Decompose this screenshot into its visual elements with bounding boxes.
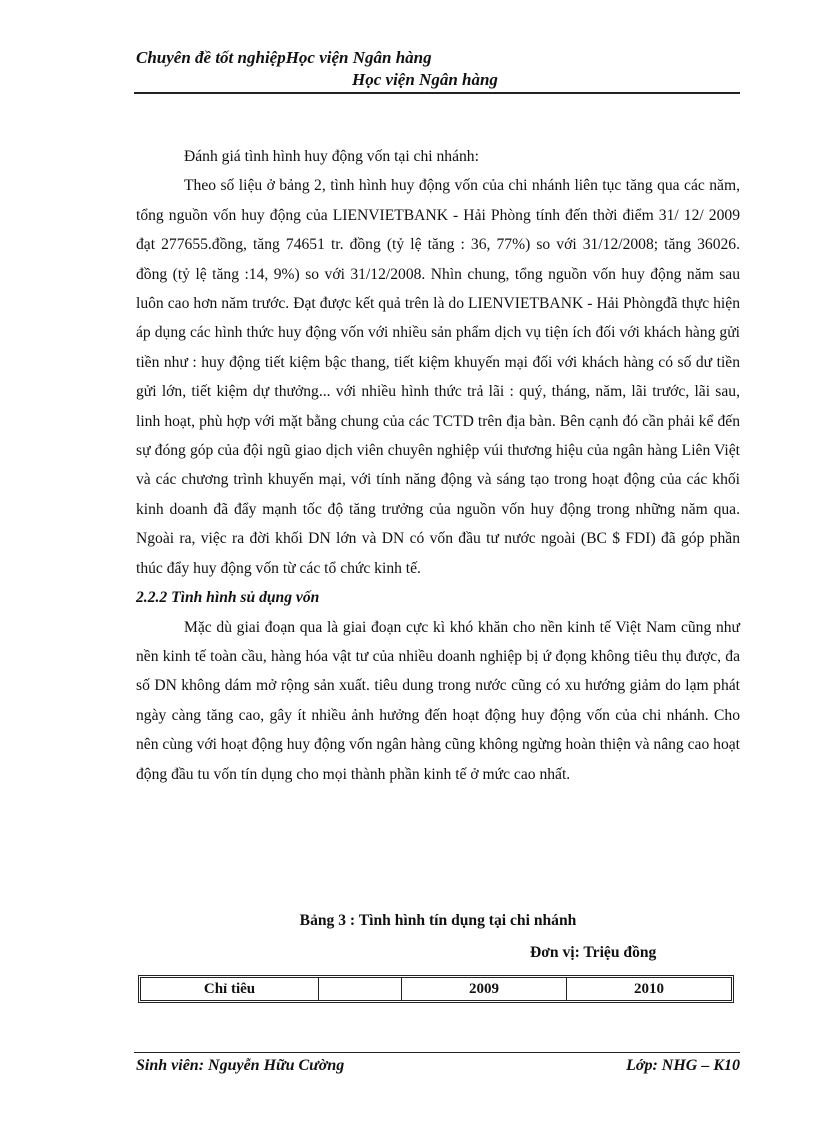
paragraph-capital-usage: Mặc dù giai đoạn qua là giai đoạn cực kì khó khăn cho nền kinh tế Việt Nam cũng như nền kinh tế toàn cầu, hàng hóa vật tư của nhiều doanh nghiệp bị ứ đọng không tiêu thụ được, đa số DN không dám mở rộng sản xuất. tiêu dung trong nước cũng có xu hướng giảm do lạm phát ngày càng tăng cao, gây ít nhiều ảnh hưởng đến hoạt động huy động vốn của chi nhánh. Cho nên cùng với hoạt động huy động vốn ngân hàng cũng không ngừng hoàn thiện và nâng cao hoạt động đầu tu vốn tín dụng cho mọi thành phần kinh tế ở mức cao nhất. — [136, 618, 740, 783]
footer-class: Lớp: NHG – K10 — [626, 1057, 740, 1074]
table-header-cell: Chỉ tiêu — [203, 980, 256, 997]
section-heading: 2.2.2 Tình hình sủ dụng vốn — [136, 589, 320, 607]
header-divider — [134, 92, 740, 94]
footer-student: Sinh viên: Nguyễn Hữu Cường — [136, 1057, 345, 1074]
header-subtitle: Học viện Ngân hàng — [352, 70, 498, 89]
table-title: Bảng 3 : Tình hình tín dụng tại chi nhánh — [299, 912, 577, 929]
paragraph-intro: Đánh giá tình hình huy động vốn tại chi nhánh: — [184, 148, 479, 165]
table-header-cell: 2010 — [567, 978, 732, 1000]
table-header-row — [141, 978, 731, 1000]
document-body — [136, 142, 740, 789]
table-unit: Đơn vị: Triệu đồng — [530, 944, 657, 961]
header-title: Chuyên đề tốt nghiệpHọc viện Ngân hàng — [136, 48, 432, 67]
table-header-cell: 2009 — [402, 978, 567, 1000]
footer-divider — [134, 1052, 740, 1053]
paragraph-mobilization-analysis: Theo số liệu ở bảng 2, tình hình huy động vốn của chi nhánh liên tục tăng qua các năm, tổng nguồn vốn huy động của LIENVIETBANK - Hải Phòng tính đến thời điểm 31/ 12/ 2009 đạt 277655.đồng, tăng 74651 tr. đồng (tỷ lệ tăng : 36, 77%) so với 31/12/2008; tăng 36026. đồng (tỷ lệ tăng :14, 9%) so với 31/12/2008. Nhìn chung, tổng nguồn vốn huy động năm sau luôn cao hơn năm trước. Đạt được kết quả trên là do LIENVIETBANK - Hải Phòngđã thực hiện áp dụng các hình thức huy động vốn với nhiều sản phẩm dịch vụ tiện ích đối với khách hàng gửi tiền như : huy động tiết kiệm bậc thang, tiết kiệm khuyến mại đối với khách hàng có số dư tiền gửi lớn, tiết kiệm dự thưởng... với nhiều hình thức trả lãi : quý, tháng, năm, lãi trước, lãi sau, linh hoạt, phù hợp với mặt bằng chung của các TCTD trên địa bàn. Bên cạnh đó cần phải kể đến sự đóng góp của đội ngũ giao dịch viên chuyên nghiệp vúi thương hiệu của ngân hàng Liên Việt và các chương trình khuyến mại, với tính năng động và sáng tạo trong hoạt động của các khối kinh doanh đã đẩy mạnh tốc độ tăng trưởng của nguồn vốn huy động trong những năm qua. Ngoài ra, việc ra đời khối DN lớn và DN có vốn đầu tư nước ngoài (BC $ FDI) đã góp phần thúc đẩy huy động vốn từ các tổ chức kinh tế. — [136, 177, 740, 577]
table-header-cell — [319, 978, 402, 1000]
credit-table — [138, 975, 734, 1003]
